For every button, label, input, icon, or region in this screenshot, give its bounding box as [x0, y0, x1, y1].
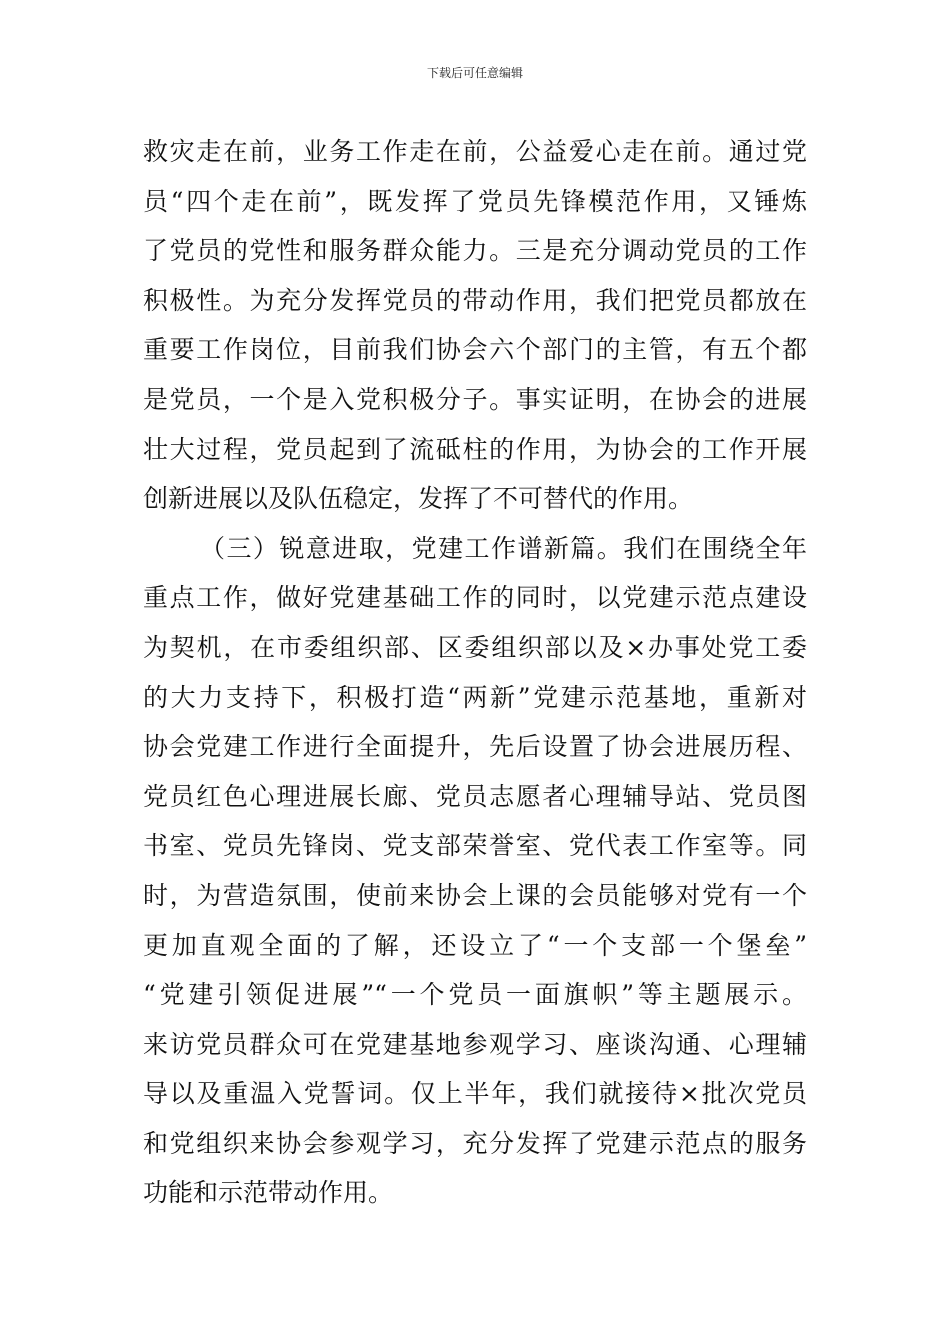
text-line: “党建引领促进展”“一个党员一面旗帜”等主题展示。 — [143, 980, 807, 1010]
text-line: 协会党建工作进行全面提升，先后设置了协会进展历程、 — [143, 732, 807, 762]
paragraph — [143, 524, 807, 1218]
text-line: 救灾走在前，业务工作走在前，公益爱心走在前。通过党 — [143, 137, 807, 166]
text-line: 功能和示范带动作用。 — [143, 1178, 394, 1208]
text-line: 和党组织来协会参观学习，充分发挥了党建示范点的服务 — [143, 1128, 807, 1158]
text-line: 更加直观全面的了解，还设立了“一个支部一个堡垒” — [143, 930, 807, 960]
text-line: 积极性。为充分发挥党员的带动作用，我们把党员都放在 — [143, 285, 807, 315]
text-line: 创新进展以及队伍稳定，发挥了不可替代的作用。 — [143, 484, 694, 514]
text-line: 时，为营造氛围，使前来协会上课的会员能够对党有一个 — [143, 880, 807, 910]
paragraph — [143, 127, 807, 524]
page-header-note: 下载后可任意编辑 — [426, 66, 523, 80]
text-line: （三）锐意进取，党建工作谱新篇。我们在围绕全年 — [200, 533, 807, 563]
text-line: 是党员，一个是入党积极分子。事实证明，在协会的进展 — [143, 384, 807, 414]
text-line: 书室、党员先锋岗、党支部荣誉室、党代表工作室等。同 — [143, 831, 807, 861]
text-line: 为契机，在市委组织部、区委组织部以及×办事处党工委 — [143, 632, 807, 662]
text-line: 的大力支持下，积极打造“两新”党建示范基地，重新对 — [143, 682, 807, 712]
text-line: 导以及重温入党誓词。仅上半年，我们就接待×批次党员 — [143, 1079, 807, 1109]
text-line: 重点工作，做好党建基础工作的同时，以党建示范点建设 — [143, 583, 807, 613]
text-line: 重要工作岗位，目前我们协会六个部门的主管，有五个都 — [143, 335, 807, 365]
text-line: 员“四个走在前”，既发挥了党员先锋模范作用，又锤炼 — [143, 186, 807, 216]
text-line: 壮大过程，党员起到了流砥柱的作用，为协会的工作开展 — [143, 434, 807, 464]
text-line: 来访党员群众可在党建基地参观学习、座谈沟通、心理辅 — [143, 1029, 807, 1059]
text-line: 了党员的党性和服务群众能力。三是充分调动党员的工作 — [143, 236, 807, 266]
document-body — [143, 127, 807, 1218]
text-line: 党员红色心理进展长廊、党员志愿者心理辅导站、党员图 — [143, 781, 807, 811]
